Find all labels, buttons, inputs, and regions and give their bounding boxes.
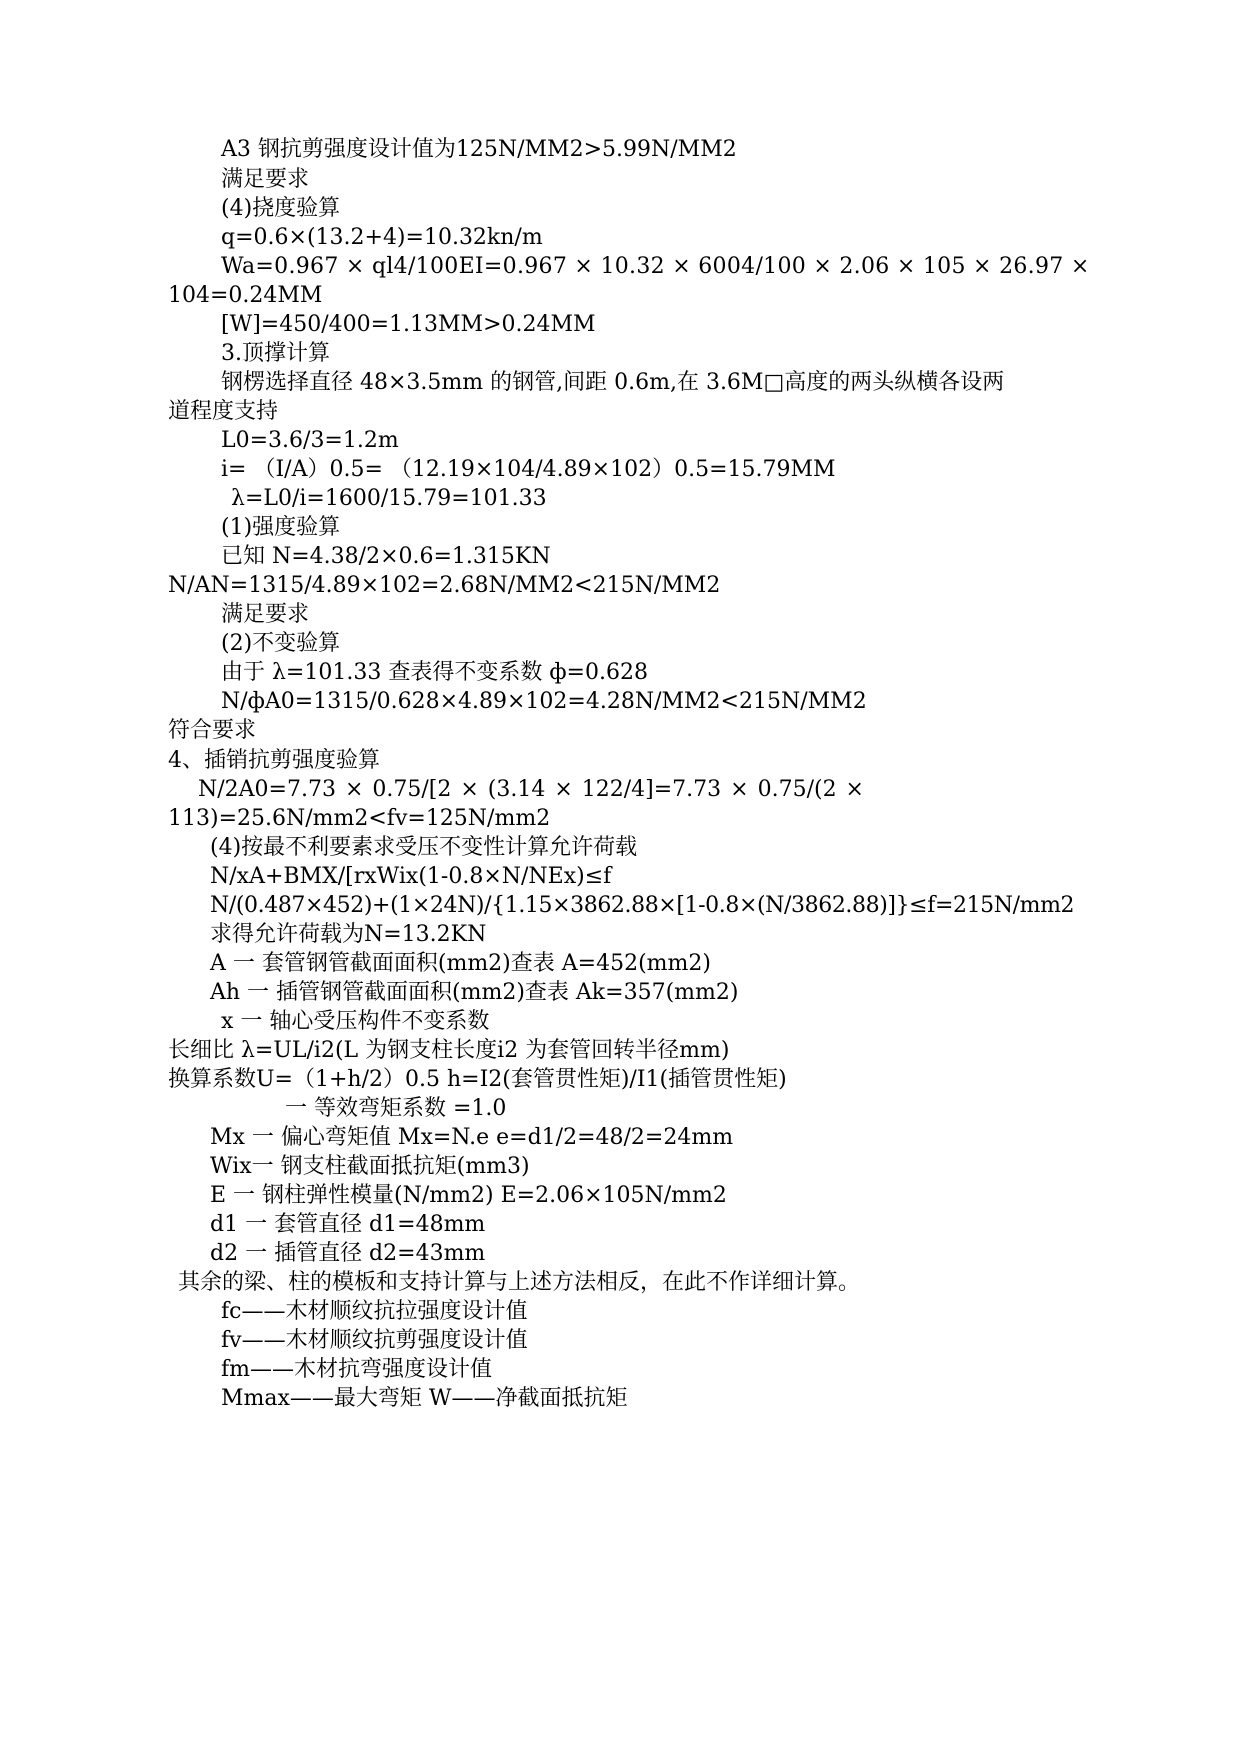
text-line: N/xA+BMX/[rxWix(1-0.8×N/NEx)≤f [210, 864, 612, 889]
text-line: 满足要求 [221, 167, 310, 192]
text-line: [W]=450/400=1.13MM>0.24MM [221, 312, 596, 337]
section-heading: 3.顶撑计算 [221, 341, 330, 366]
text-line: 钢楞选择直径 48×3.5mm 的钢管,间距 0.6m,在 3.6M□高度的两头纵横各设两 [221, 370, 1005, 395]
text-line: 已知 N=4.38/2×0.6=1.315KN [221, 544, 551, 569]
text-line: fm——木材抗弯强度设计值 [221, 1357, 493, 1382]
text-line: 符合要求 [168, 718, 257, 743]
text-line: fv——木材顺纹抗剪强度设计值 [221, 1328, 528, 1353]
text-line: Wa=0.967 × ql4/100EI=0.967 × 10.32 × 6004/100 × 2.06 × 105 × 26.97 × [221, 254, 1090, 279]
text-line: q=0.6×(13.2+4)=10.32kn/m [221, 225, 543, 250]
text-line: E 一 钢柱弹性模量(N/mm2) E=2.06×105N/mm2 [210, 1183, 727, 1208]
section-heading: 4、插销抗剪强度验算 [168, 748, 380, 773]
text-line: N/2A0=7.73 × 0.75/[2 × (3.14 × 122/4]=7.73 × 0.75/(2 × [198, 777, 864, 802]
text-line: 104=0.24MM [168, 283, 323, 308]
text-line: d1 一 套管直径 d1=48mm [210, 1212, 486, 1237]
text-line: L0=3.6/3=1.2m [221, 428, 399, 453]
text-line: i= （I/A）0.5= （12.19×104/4.89×102）0.5=15.79MM [221, 457, 836, 482]
text-line: 由于 λ=101.33 查表得不变系数 ф=0.628 [221, 660, 648, 685]
text-line: fc——木材顺纹抗拉强度设计值 [221, 1299, 528, 1324]
text-line: x 一 轴心受压构件不变系数 [221, 1009, 490, 1034]
text-line: (1)强度验算 [221, 515, 341, 540]
text-line: 其余的梁、柱的模板和支持计算与上述方法相反，在此不作详细计算。 [178, 1270, 861, 1295]
text-line: A 一 套管钢管截面面积(mm2)查表 A=452(mm2) [210, 951, 711, 976]
text-line: Ah 一 插管钢管截面面积(mm2)查表 Ak=357(mm2) [210, 980, 739, 1005]
text-line: 一 等效弯矩系数 =1.0 [285, 1096, 507, 1121]
text-line: 求得允许荷载为N=13.2KN [210, 922, 487, 947]
text-line: N/AN=1315/4.89×102=2.68N/MM2<215N/MM2 [168, 573, 721, 598]
text-line: Mmax——最大弯矩 W——净截面抵抗矩 [221, 1386, 628, 1411]
text-line: d2 一 插管直径 d2=43mm [210, 1241, 486, 1266]
text-line: 长细比 λ=UL/i2(L 为钢支柱长度i2 为套管回转半径mm) [168, 1038, 730, 1063]
text-line: (4)按最不利要素求受压不变性计算允许荷载 [210, 835, 638, 860]
text-line: N/(0.487×452)+(1×24N)/{1.15×3862.88×[1-0.8×(N/3862.88)]}≤f=215N/mm2 [210, 893, 1075, 918]
text-line: Wix一 钢支柱截面抵抗矩(mm3) [210, 1154, 530, 1179]
text-line: 换算系数U=（1+h/2）0.5 h=I2(套管贯性矩)/I1(插管贯性矩) [168, 1067, 787, 1092]
text-line: Mx 一 偏心弯矩值 Mx=N.e e=d1/2=48/2=24mm [210, 1125, 734, 1150]
text-line: 道程度支持 [168, 399, 279, 424]
text-line: 满足要求 [221, 602, 310, 627]
text-line: (4)挠度验算 [221, 196, 341, 221]
text-line: λ=L0/i=1600/15.79=101.33 [231, 486, 547, 511]
text-line: (2)不变验算 [221, 631, 341, 656]
text-line: A3 钢抗剪强度设计值为125N/MM2>5.99N/MM2 [221, 137, 737, 162]
text-line: 113)=25.6N/mm2<fv=125N/mm2 [168, 806, 551, 831]
text-line: N/фA0=1315/0.628×4.89×102=4.28N/MM2<215N/MM2 [221, 689, 867, 714]
